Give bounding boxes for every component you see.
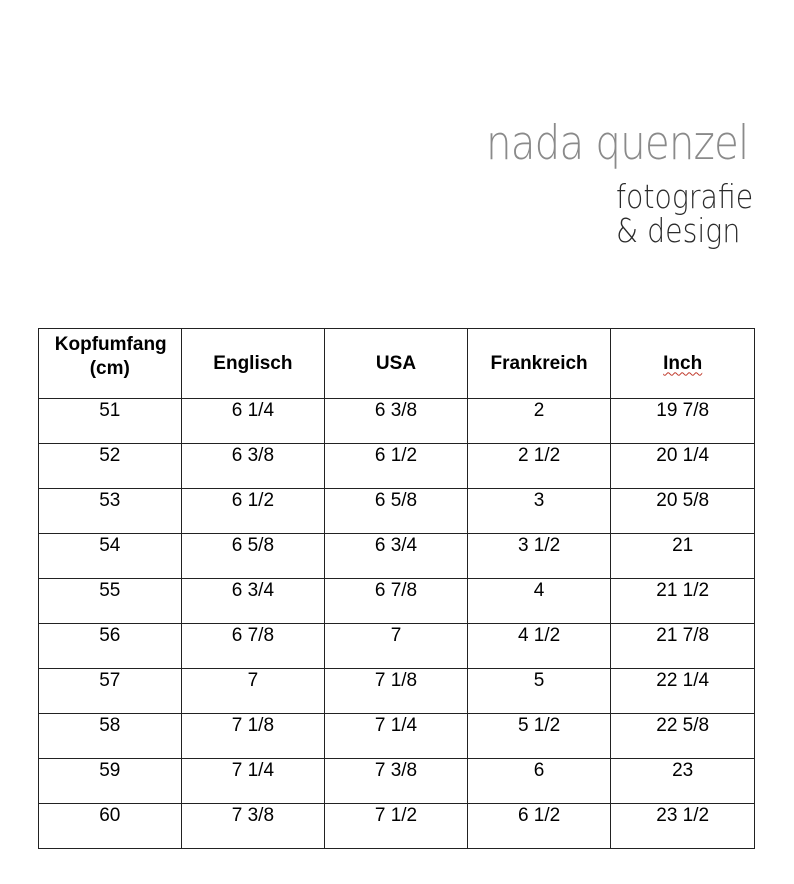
cell-kopfumfang: 59 (39, 759, 182, 804)
cell-frankreich: 2 1/2 (467, 444, 611, 489)
table-row (39, 759, 755, 804)
cell-usa: 7 (325, 624, 468, 669)
cell-englisch: 6 3/4 (181, 579, 325, 624)
cell-kopfumfang: 52 (39, 444, 182, 489)
brand-logo (486, 116, 791, 250)
cell-inch: 19 7/8 (611, 399, 755, 444)
cell-englisch: 6 7/8 (181, 624, 325, 669)
cell-frankreich: 5 1/2 (467, 714, 611, 759)
header-kopfumfang: Kopfumfang (cm) (39, 329, 182, 399)
cell-usa: 7 1/2 (325, 804, 468, 849)
cell-frankreich: 2 (467, 399, 611, 444)
cell-englisch: 6 1/2 (181, 489, 325, 534)
cell-inch: 21 (611, 534, 755, 579)
cell-englisch: 6 1/4 (181, 399, 325, 444)
table-row (39, 489, 755, 534)
header-frankreich: Frankreich (467, 329, 611, 399)
table-header-row (39, 329, 755, 399)
table-row (39, 399, 755, 444)
cell-usa: 7 1/4 (325, 714, 468, 759)
cell-inch: 21 7/8 (611, 624, 755, 669)
hat-size-table (38, 328, 755, 849)
cell-usa: 6 5/8 (325, 489, 468, 534)
brand-tagline-line1: fotografie (616, 177, 754, 216)
cell-inch: 21 1/2 (611, 579, 755, 624)
header-inch: Inch (611, 329, 755, 399)
cell-englisch: 7 (181, 669, 325, 714)
table-row (39, 669, 755, 714)
cell-inch: 20 1/4 (611, 444, 755, 489)
cell-inch: 22 5/8 (611, 714, 755, 759)
cell-frankreich: 5 (467, 669, 611, 714)
header-usa: USA (325, 329, 468, 399)
cell-englisch: 7 1/4 (181, 759, 325, 804)
table-row (39, 534, 755, 579)
brand-tagline (616, 177, 754, 250)
table-row (39, 804, 755, 849)
table-row (39, 444, 755, 489)
cell-frankreich: 3 1/2 (467, 534, 611, 579)
cell-inch: 20 5/8 (611, 489, 755, 534)
cell-frankreich: 6 1/2 (467, 804, 611, 849)
cell-usa: 7 1/8 (325, 669, 468, 714)
table-row (39, 579, 755, 624)
cell-inch: 23 1/2 (611, 804, 755, 849)
cell-usa: 6 3/4 (325, 534, 468, 579)
cell-kopfumfang: 51 (39, 399, 182, 444)
cell-kopfumfang: 54 (39, 534, 182, 579)
brand-name: nada quenzel (486, 116, 749, 171)
cell-usa: 6 1/2 (325, 444, 468, 489)
cell-kopfumfang: 57 (39, 669, 182, 714)
cell-kopfumfang: 58 (39, 714, 182, 759)
cell-frankreich: 4 1/2 (467, 624, 611, 669)
cell-frankreich: 3 (467, 489, 611, 534)
table-row (39, 714, 755, 759)
cell-englisch: 6 5/8 (181, 534, 325, 579)
header-englisch: Englisch (181, 329, 325, 399)
cell-englisch: 6 3/8 (181, 444, 325, 489)
cell-kopfumfang: 53 (39, 489, 182, 534)
cell-usa: 7 3/8 (325, 759, 468, 804)
cell-kopfumfang: 55 (39, 579, 182, 624)
cell-frankreich: 6 (467, 759, 611, 804)
brand-tagline-line2: & design (616, 211, 741, 250)
cell-usa: 6 7/8 (325, 579, 468, 624)
cell-kopfumfang: 60 (39, 804, 182, 849)
cell-frankreich: 4 (467, 579, 611, 624)
cell-inch: 22 1/4 (611, 669, 755, 714)
cell-englisch: 7 3/8 (181, 804, 325, 849)
cell-usa: 6 3/8 (325, 399, 468, 444)
cell-kopfumfang: 56 (39, 624, 182, 669)
table-row (39, 624, 755, 669)
cell-inch: 23 (611, 759, 755, 804)
cell-englisch: 7 1/8 (181, 714, 325, 759)
